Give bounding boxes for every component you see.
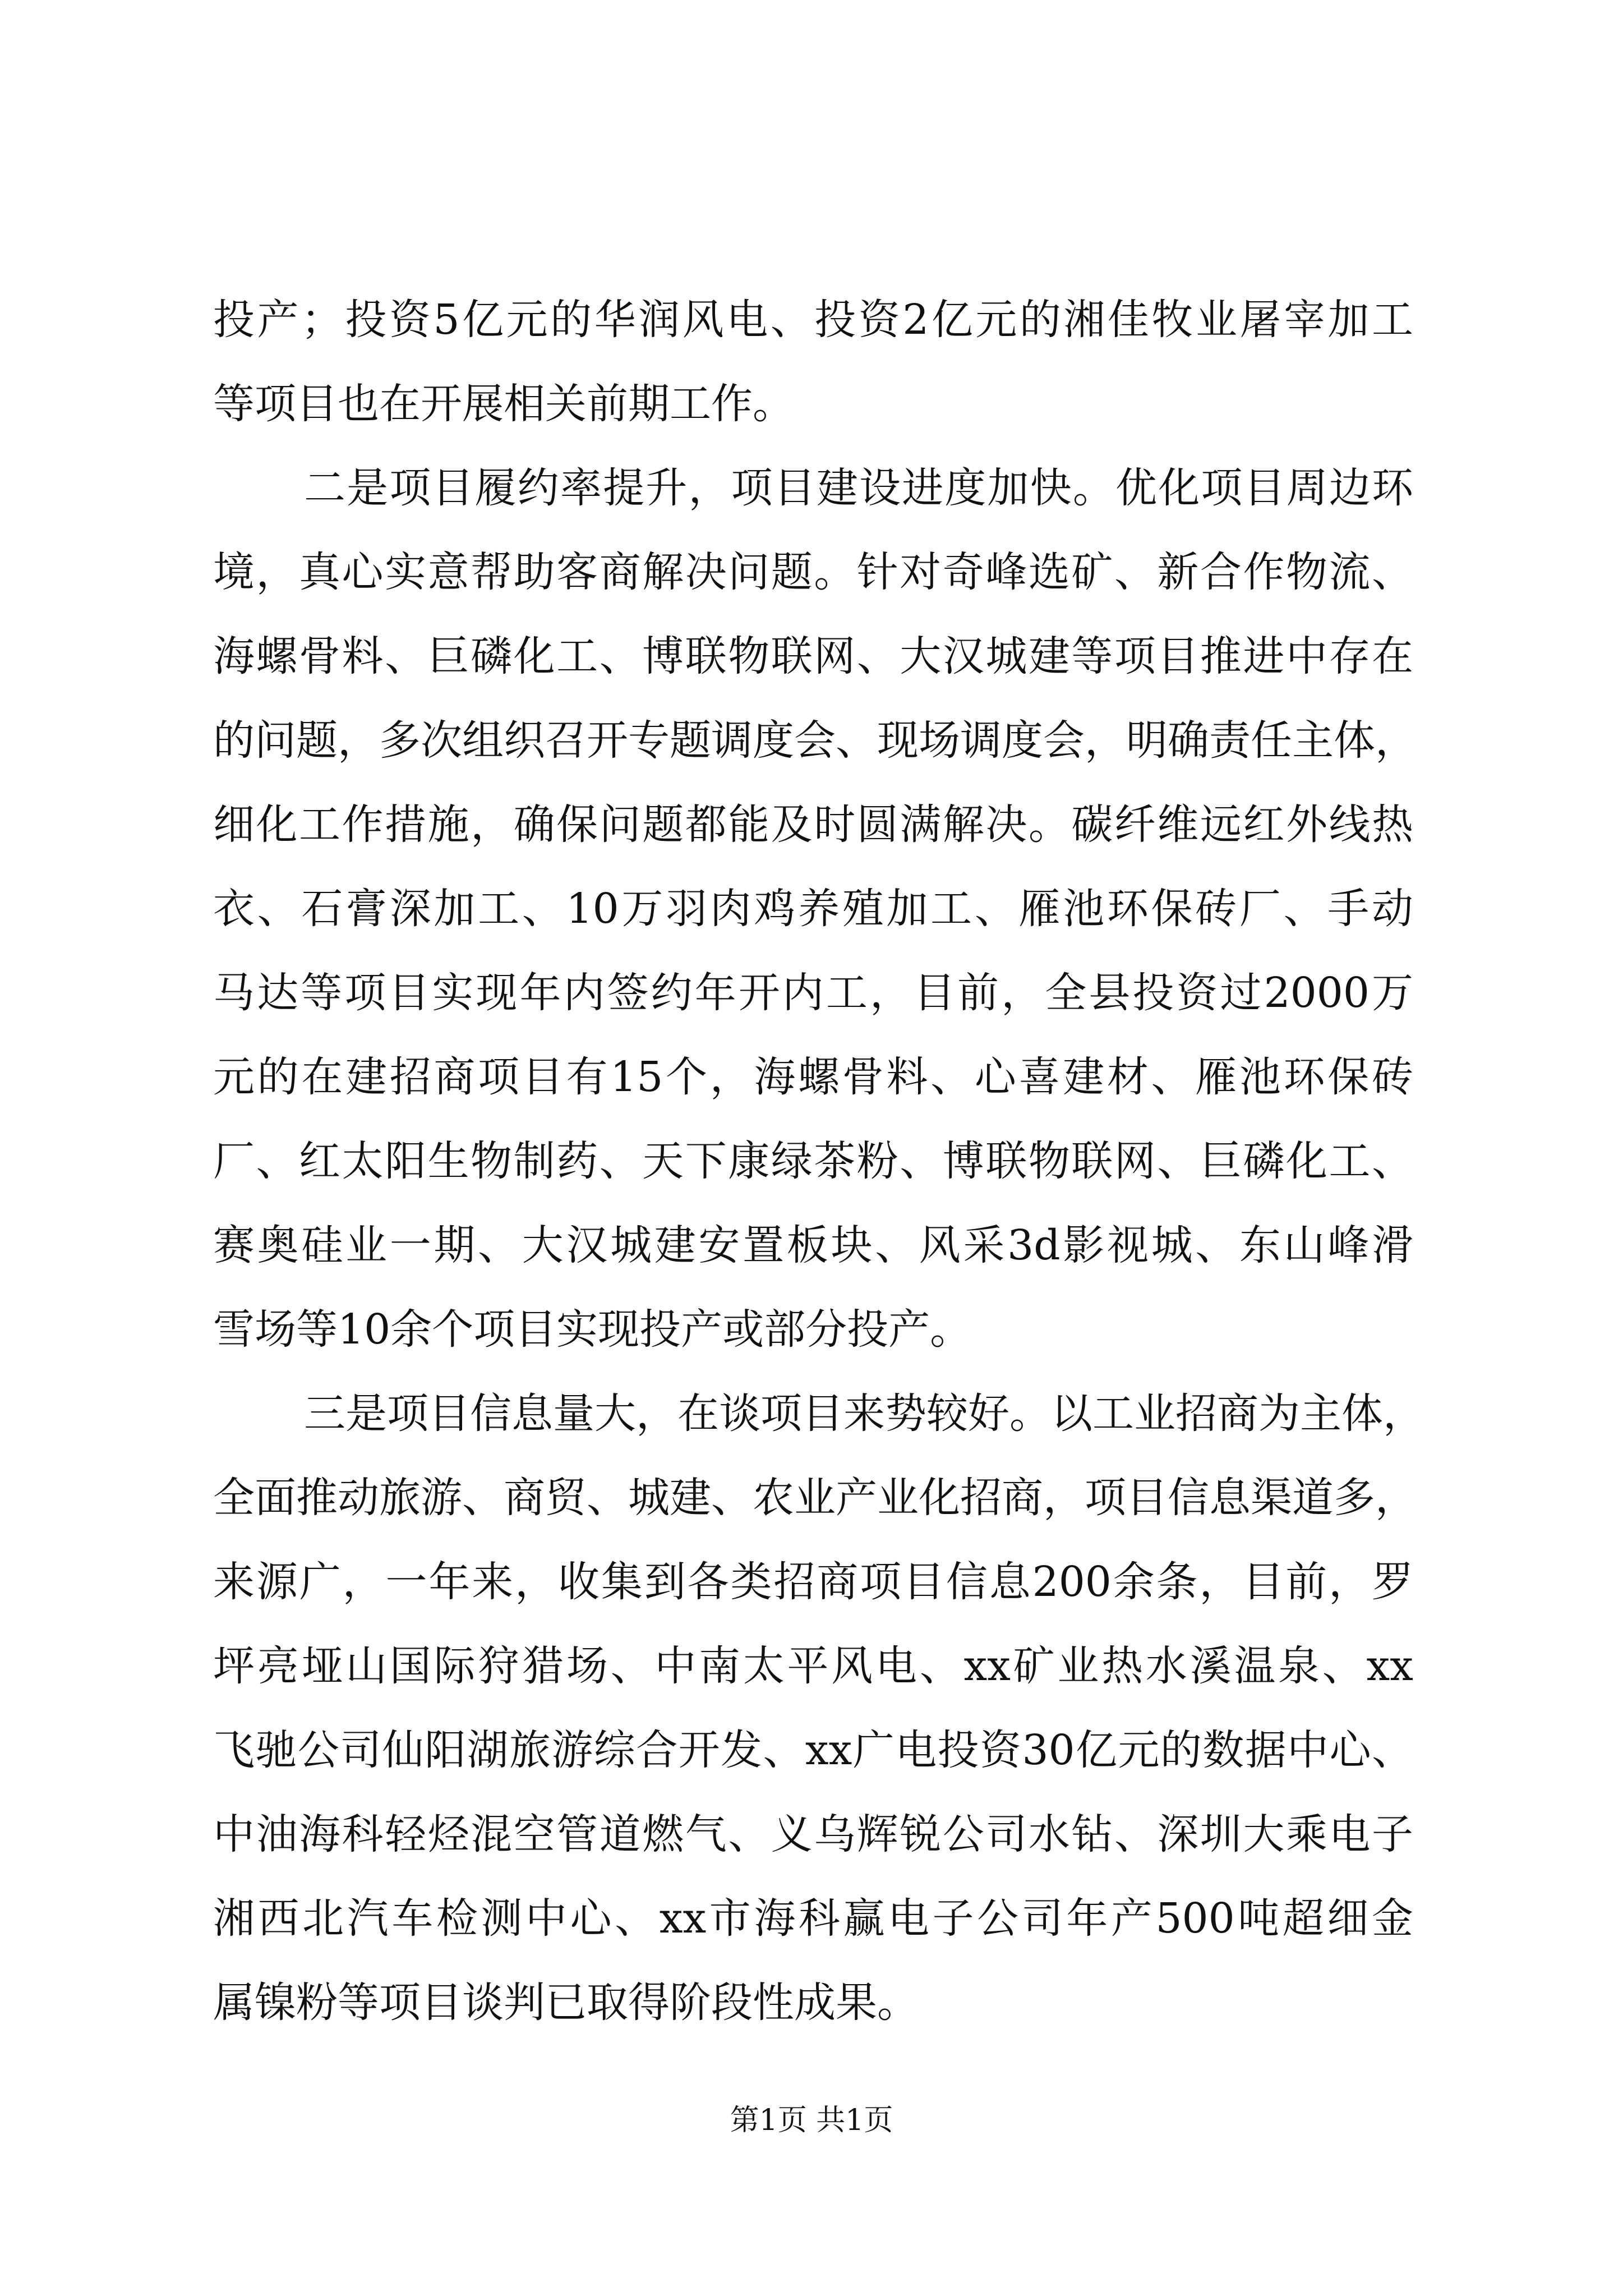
text-line: 飞驰公司仙阳湖旅游综合开发、xx广电投资30亿元的数据中心、 [213, 1726, 1413, 1774]
text-line: 的问题，多次组织召开专题调度会、现场调度会，明确责任主体， [213, 716, 1417, 765]
text-line: 来源广，一年来，收集到各类招商项目信息200余条，目前，罗 [213, 1558, 1413, 1606]
text-line: 海螺骨料、巨磷化工、博联物联网、大汉城建等项目推进中存在 [213, 632, 1413, 680]
text-line: 赛奥硅业一期、大汉城建安置板块、风采3d影视城、东山峰滑 [213, 1221, 1413, 1269]
text-line: 境，真心实意帮助客商解决问题。针对奇峰选矿、新合作物流、 [213, 548, 1413, 596]
text-line: 衣、石膏深加工、10万羽肉鸡养殖加工、雁池环保砖厂、手动 [213, 885, 1413, 933]
text-line: 中油海科轻烃混空管道燃气、义乌辉锐公司水钻、深圳大乘电子 [213, 1810, 1413, 1858]
page-footer: 第1页 共1页 [730, 2104, 893, 2137]
text-line: 雪场等10余个项目实现投产或部分投产。 [213, 1305, 972, 1354]
text-line: 元的在建招商项目有15个，海螺骨料、心喜建材、雁池环保砖 [213, 1053, 1413, 1101]
text-line: 湘西北汽车检测中心、xx市海科赢电子公司年产500吨超细金 [213, 1894, 1413, 1943]
text-line: 二是项目履约率提升，项目建设进度加快。优化项目周边环 [304, 464, 1413, 512]
text-line: 三是项目信息量大，在谈项目来势较好。以工业招商为主体， [304, 1389, 1424, 1438]
text-line: 细化工作措施，确保问题都能及时圆满解决。碳纤维远红外线热 [213, 800, 1413, 849]
text-line: 厂、红太阳生物制药、天下康绿茶粉、博联物联网、巨磷化工、 [213, 1137, 1413, 1185]
text-line: 属镍粉等项目谈判已取得阶段性成果。 [213, 1978, 919, 2027]
text-line: 等项目也在开展相关前期工作。 [213, 380, 794, 428]
text-line: 全面推动旅游、商贸、城建、农业产业化招商，项目信息渠道多， [213, 1474, 1417, 1522]
text-line: 坪亮垭山国际狩猎场、中南太平风电、xx矿业热水溪温泉、xx [213, 1642, 1413, 1690]
text-line: 马达等项目实现年内签约年开内工，目前，全县投资过2000万 [213, 969, 1413, 1017]
text-line: 投产；投资5亿元的华润风电、投资2亿元的湘佳牧业屠宰加工 [213, 296, 1413, 344]
